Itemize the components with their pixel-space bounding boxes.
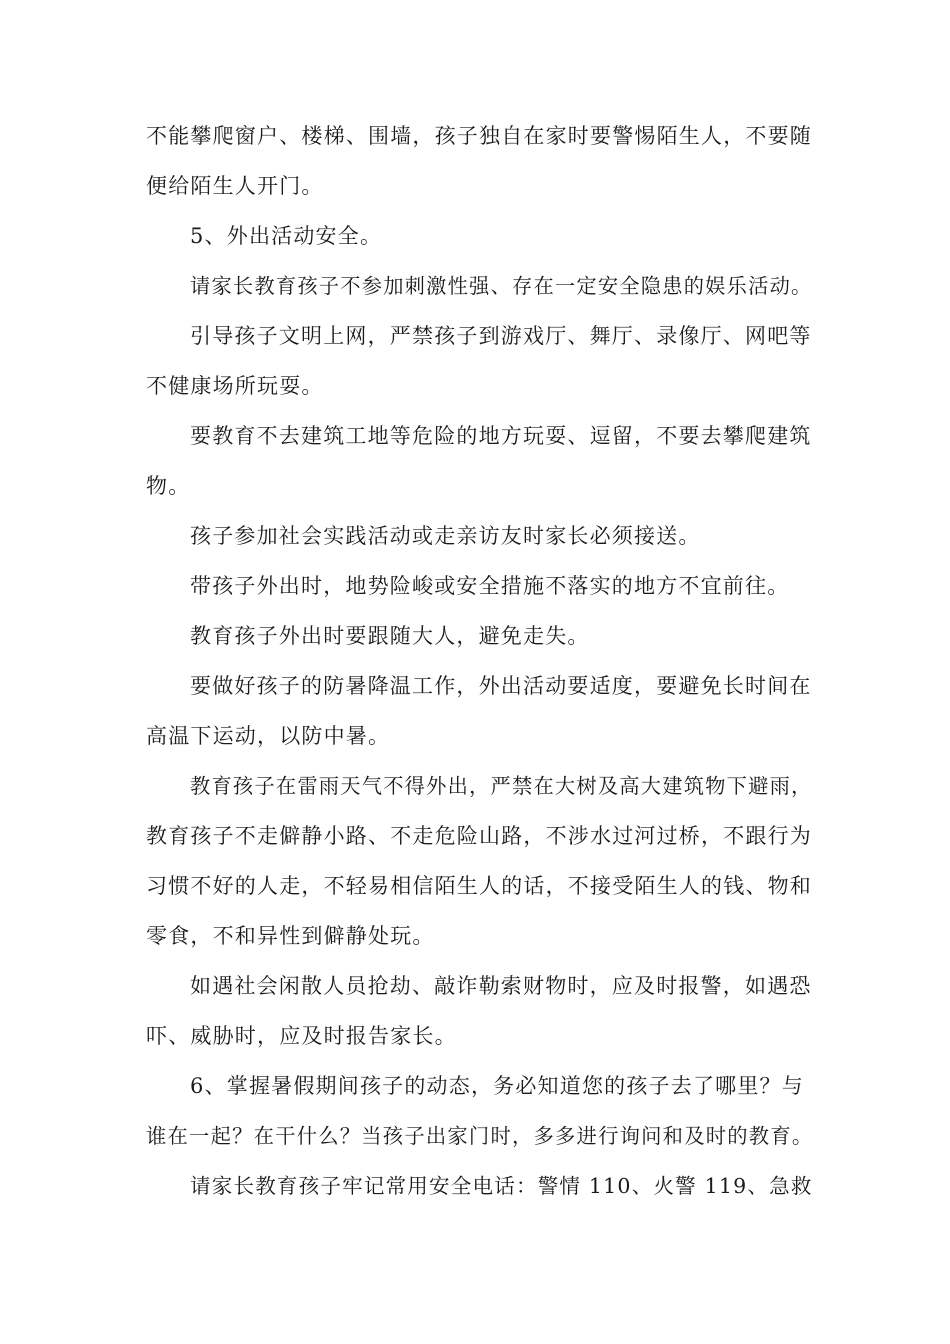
text-line: 高温下运动，以防中暑。 bbox=[146, 724, 391, 748]
text-line: 不健康场所玩耍。 bbox=[146, 374, 324, 398]
text-line: 要教育不去建筑工地等危险的地方玩耍、逗留，不要去攀爬建筑 bbox=[190, 424, 812, 448]
text-line: 教育孩子在雷雨天气不得外出，严禁在大树及高大建筑物下避雨， bbox=[190, 774, 813, 798]
text-line: 不能攀爬窗户、楼梯、围墙，孩子独自在家时要警惕陌生人，不要随 bbox=[146, 124, 812, 148]
text-line: 习惯不好的人走，不轻易相信陌生人的话，不接受陌生人的钱、物和 bbox=[146, 874, 812, 898]
text-line: 请家长教育孩子牢记常用安全电话：警情 110、火警 119、急救 bbox=[190, 1174, 813, 1198]
text-line: 物。 bbox=[146, 474, 191, 498]
text-line: 带孩子外出时，地势险峻或安全措施不落实的地方不宜前往。 bbox=[190, 574, 790, 598]
text-line: 教育孩子不走僻静小路、不走危险山路，不涉水过河过桥，不跟行为 bbox=[146, 824, 812, 848]
text-line: 6、掌握暑假期间孩子的动态，务必知道您的孩子去了哪里？与 bbox=[190, 1074, 804, 1098]
text-line: 便给陌生人开门。 bbox=[146, 174, 324, 198]
text-line: 孩子参加社会实践活动或走亲访友时家长必须接送。 bbox=[190, 524, 701, 548]
text-line: 零食，不和异性到僻静处玩。 bbox=[146, 924, 435, 948]
text-line: 5、外出活动安全。 bbox=[190, 224, 383, 248]
text-line: 引导孩子文明上网，严禁孩子到游戏厅、舞厅、录像厅、网吧等 bbox=[190, 324, 812, 348]
text-line: 谁在一起？在干什么？当孩子出家门时，多多进行询问和及时的教育。 bbox=[146, 1124, 814, 1148]
text-line: 教育孩子外出时要跟随大人，避免走失。 bbox=[190, 624, 590, 648]
text-line: 吓、威胁时，应及时报告家长。 bbox=[146, 1024, 457, 1048]
text-line: 要做好孩子的防暑降温工作，外出活动要适度，要避免长时间在 bbox=[190, 674, 812, 698]
text-line: 如遇社会闲散人员抢劫、敲诈勒索财物时，应及时报警，如遇恐 bbox=[190, 974, 812, 998]
text-line: 请家长教育孩子不参加刺激性强、存在一定安全隐患的娱乐活动。 bbox=[190, 274, 813, 298]
